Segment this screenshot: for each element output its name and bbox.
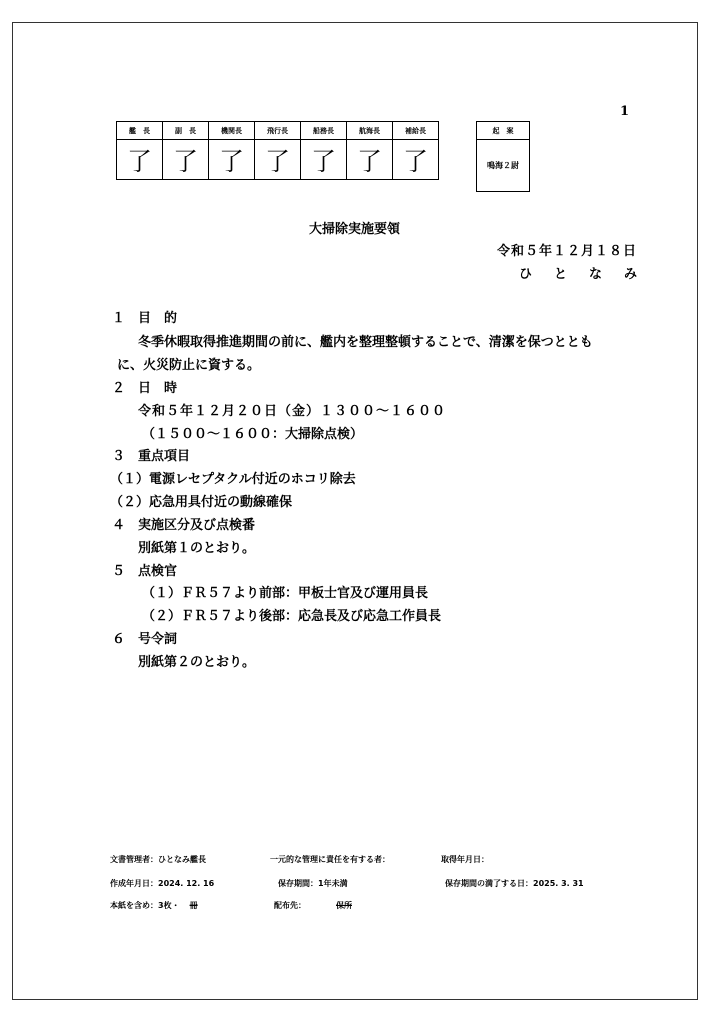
section-number-5: ５: [112, 564, 126, 579]
section-heading-6: 号令詞: [138, 632, 178, 647]
stamp-mark-executive: 了: [163, 140, 209, 180]
purpose-line-2: に、火災防止に資する。: [117, 358, 261, 373]
stamp-header-captain: 艦 長: [117, 122, 163, 140]
footer-copies-struck: 冊: [189, 901, 198, 910]
stamp-header-air: 飛行長: [255, 122, 301, 140]
command-text: 別紙第２のとおり。: [138, 655, 256, 670]
document-title: 大掃除実施要領: [308, 222, 400, 237]
footer-copies: [110, 900, 198, 911]
section-heading-1: 目 的: [138, 311, 178, 326]
footer-distribution-label: 配布先：: [274, 901, 306, 910]
stamp-header-supply: 補給長: [393, 122, 439, 140]
drafter-stamp-table: [476, 121, 530, 192]
focus-item-2: （２）応急用具付近の動線確保: [110, 495, 293, 510]
stamp-mark-air: 了: [255, 140, 301, 180]
stamp-mark-supply: 了: [393, 140, 439, 180]
footer-responsible: 一元的な管理に責任を有する者：: [270, 855, 390, 864]
footer-created-date: 作成年月日：2024. 12. 16: [110, 879, 215, 888]
footer-acquired-date: 取得年月日：: [441, 855, 489, 864]
section-number-1: １: [112, 311, 126, 326]
division-text: 別紙第１のとおり。: [138, 541, 256, 556]
stamp-header-operations: 船務長: [301, 122, 347, 140]
stamp-header-executive: 副 長: [163, 122, 209, 140]
stamp-mark-navigation: 了: [347, 140, 393, 180]
footer-doc-manager: 文書管理者：ひとなみ艦長: [110, 855, 206, 864]
section-number-2: ２: [112, 381, 126, 396]
footer-distribution: [274, 900, 352, 911]
inspector-item-2: （２）ＦＲ５７より後部：応急長及び応急工作員長: [142, 609, 442, 624]
page-number: 1: [620, 104, 630, 119]
stamp-mark-operations: 了: [301, 140, 347, 180]
purpose-line-1: 冬季休暇取得推進期間の前に、艦内を整理整頓することで、清潔を保つととも: [138, 335, 593, 350]
footer-distribution-struck: 保所: [336, 901, 352, 910]
stamp-mark-captain: 了: [117, 140, 163, 180]
stamp-mark-engineering: 了: [209, 140, 255, 180]
stamp-header-engineering: 機関長: [209, 122, 255, 140]
focus-item-1: （１）電源レセプタクル付近のホコリ除去: [110, 472, 356, 487]
section-number-4: ４: [112, 518, 126, 533]
inspector-item-1: （１）ＦＲ５７より前部：甲板士官及び運用員長: [142, 586, 429, 601]
stamp-header-navigation: 航海長: [347, 122, 393, 140]
datetime-line-2: （１５００〜１６００：大掃除点検）: [142, 427, 364, 442]
section-heading-4: 実施区分及び点検番: [138, 518, 256, 533]
document-author: ひとなみ: [518, 267, 659, 282]
section-heading-3: 重点項目: [138, 449, 191, 464]
section-heading-2: 日 時: [138, 381, 178, 396]
section-heading-5: 点検官: [138, 564, 178, 579]
document-date: 令和５年１２月１８日: [496, 244, 637, 259]
footer-retention-period: 保存期間：1年未満: [278, 879, 348, 888]
section-number-6: ６: [112, 632, 126, 647]
section-number-3: ３: [112, 449, 126, 464]
datetime-line-1: 令和５年１２月２０日（金）１３００〜１６００: [138, 404, 447, 419]
drafter-header: 起 案: [477, 122, 530, 140]
footer-retention-end: 保存期間の満了する日：2025. 3. 31: [445, 879, 584, 888]
approval-stamp-table: [116, 121, 439, 180]
drafter-name: 鳴海２尉: [477, 140, 530, 192]
footer-copies-label: 本紙を含め：3枚・: [110, 901, 180, 910]
